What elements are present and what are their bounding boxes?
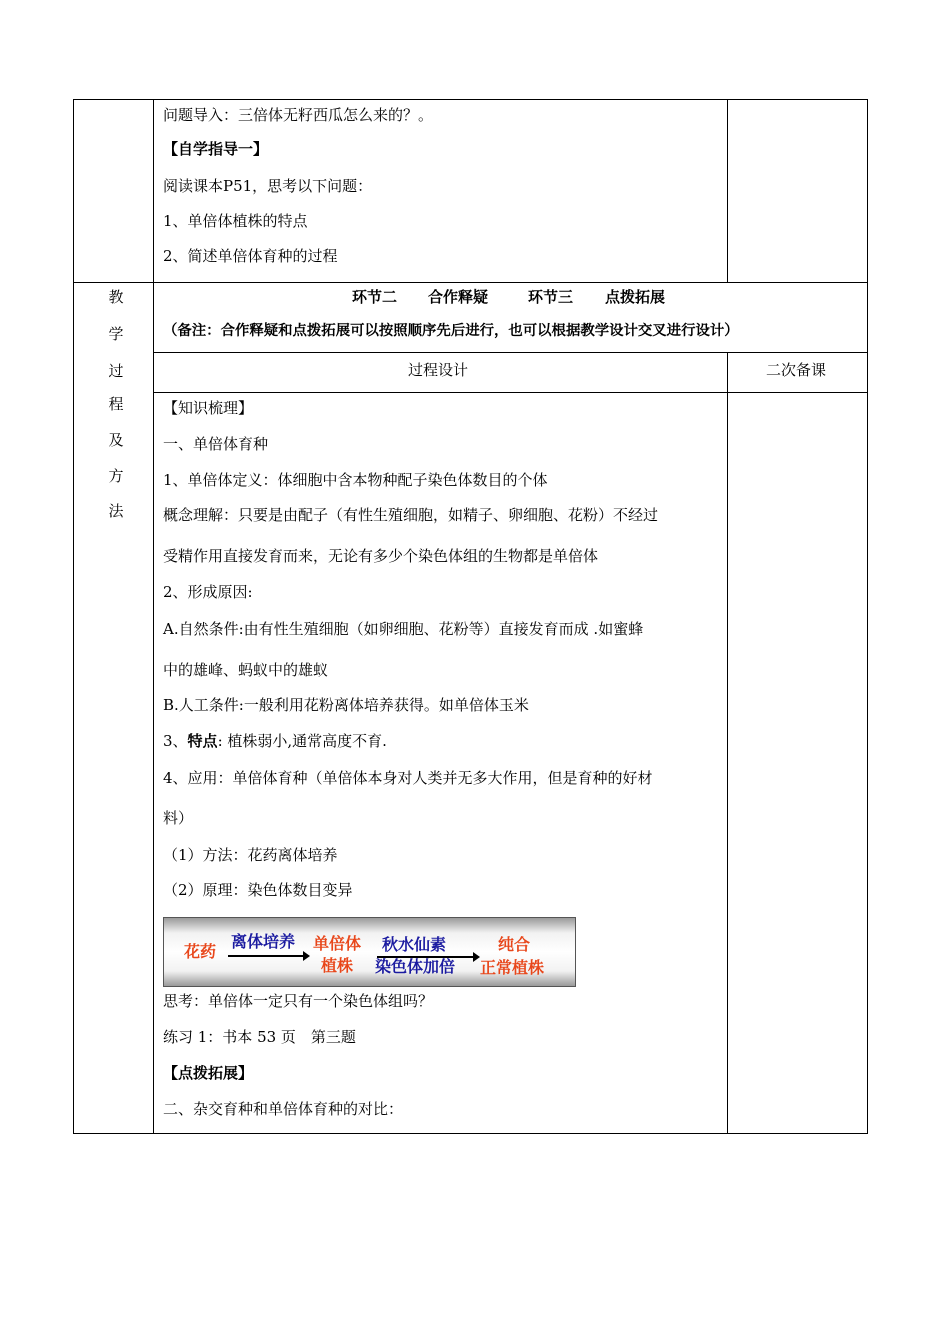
breeding-process-diagram bbox=[163, 917, 576, 987]
feature-text: : 植株弱小,通常高度不育. bbox=[217, 732, 387, 750]
part3-name: 点拨拓展 bbox=[605, 288, 666, 306]
reading-instruction: 阅读课本P51，思考以下问题： bbox=[163, 177, 373, 195]
knowledge-title: 【知识梳理】 bbox=[163, 399, 254, 417]
natural-line-2: 中的雄峰、蚂蚁中的雄蚁 bbox=[163, 661, 329, 679]
question-1: 1、单倍体植株的特点 bbox=[163, 212, 308, 230]
table-border-top bbox=[73, 99, 868, 100]
part2-label: 环节二 bbox=[352, 288, 398, 306]
side-label-char: 学 bbox=[108, 325, 124, 343]
side-label-char: 方 bbox=[108, 467, 124, 485]
diagram-plant: 植株 bbox=[321, 956, 354, 975]
haploid-definition: 1、单倍体定义：体细胞中含本物种配子染色体数目的个体 bbox=[163, 471, 548, 489]
diagram-haploid: 单倍体 bbox=[313, 934, 362, 953]
table-border-row2 bbox=[153, 352, 868, 353]
diagram-doubling: 染色体加倍 bbox=[375, 957, 456, 976]
cause-title: 2、形成原因: bbox=[163, 583, 253, 601]
table-border-col2-top bbox=[727, 99, 728, 282]
table-border-row1 bbox=[73, 282, 868, 283]
feature-label: 特点 bbox=[187, 732, 218, 750]
section-2-title: 二、杂交育种和单倍体育种的对比： bbox=[163, 1100, 404, 1118]
feature-line bbox=[163, 731, 387, 751]
feature-number: 3、 bbox=[163, 732, 188, 750]
expand-title: 【点拨拓展】 bbox=[163, 1064, 254, 1082]
table-border-row3 bbox=[153, 392, 868, 393]
question-2: 2、简述单倍体育种的过程 bbox=[163, 247, 338, 265]
natural-line-1: A.自然条件:由有性生殖细胞（如卵细胞、花粉等）直接发育而成 .如蜜蜂 bbox=[163, 620, 644, 638]
side-label-char: 教 bbox=[108, 288, 124, 306]
diagram-arrow-1 bbox=[228, 955, 304, 957]
section-note: （备注：合作释疑和点拨拓展可以按照顺序先后进行，也可以根据教学设计交叉进行设计） bbox=[163, 322, 739, 339]
column-process-design: 过程设计 bbox=[408, 361, 469, 379]
side-label-char: 程 bbox=[108, 395, 124, 413]
side-label-char: 过 bbox=[108, 362, 124, 380]
column-second-prep: 二次备课 bbox=[766, 361, 827, 379]
diagram-step-culture: 离体培养 bbox=[231, 932, 296, 951]
side-label-char: 及 bbox=[108, 431, 124, 449]
guide-title: 【自学指导一】 bbox=[163, 140, 269, 158]
part2-name: 合作释疑 bbox=[428, 288, 489, 306]
part3-label: 环节三 bbox=[528, 288, 574, 306]
artificial-line: B.人工条件:一般利用花粉离体培养获得。如单倍体玉米 bbox=[163, 696, 529, 714]
table-border-bottom bbox=[73, 1133, 868, 1134]
diagram-anther: 花药 bbox=[184, 942, 217, 961]
application-line-1: 4、应用：单倍体育种（单倍体本身对人类并无多大作用，但是育种的好材 bbox=[163, 769, 653, 787]
side-label-char: 法 bbox=[108, 502, 124, 520]
diagram-homozygous: 纯合 bbox=[498, 935, 531, 954]
table-border-col2-bottom bbox=[727, 352, 728, 1134]
principle-line: （2）原理：染色体数目变异 bbox=[163, 881, 353, 899]
diagram-normal-plant: 正常植株 bbox=[480, 958, 545, 977]
think-question: 思考：单倍体一定只有一个染色体组吗？ bbox=[163, 992, 434, 1010]
section-1-title: 一、单倍体育种 bbox=[163, 435, 269, 453]
application-line-2: 料） bbox=[163, 809, 194, 827]
table-border-col1 bbox=[153, 99, 154, 1134]
table-border-left bbox=[73, 99, 74, 1134]
exercise-line: 练习 1：书本 53 页 第三题 bbox=[163, 1028, 356, 1046]
diagram-colchicine: 秋水仙素 bbox=[382, 935, 447, 954]
method-line: （1）方法：花药离体培养 bbox=[163, 846, 338, 864]
table-border-right bbox=[867, 99, 868, 1134]
concept-line-2: 受精作用直接发育而来，无论有多少个染色体组的生物都是单倍体 bbox=[163, 547, 599, 565]
question-intro: 问题导入：三倍体无籽西瓜怎么来的？。 bbox=[163, 106, 434, 124]
concept-line-1: 概念理解：只要是由配子（有性生殖细胞，如精子、卵细胞、花粉）不经过 bbox=[163, 506, 659, 524]
